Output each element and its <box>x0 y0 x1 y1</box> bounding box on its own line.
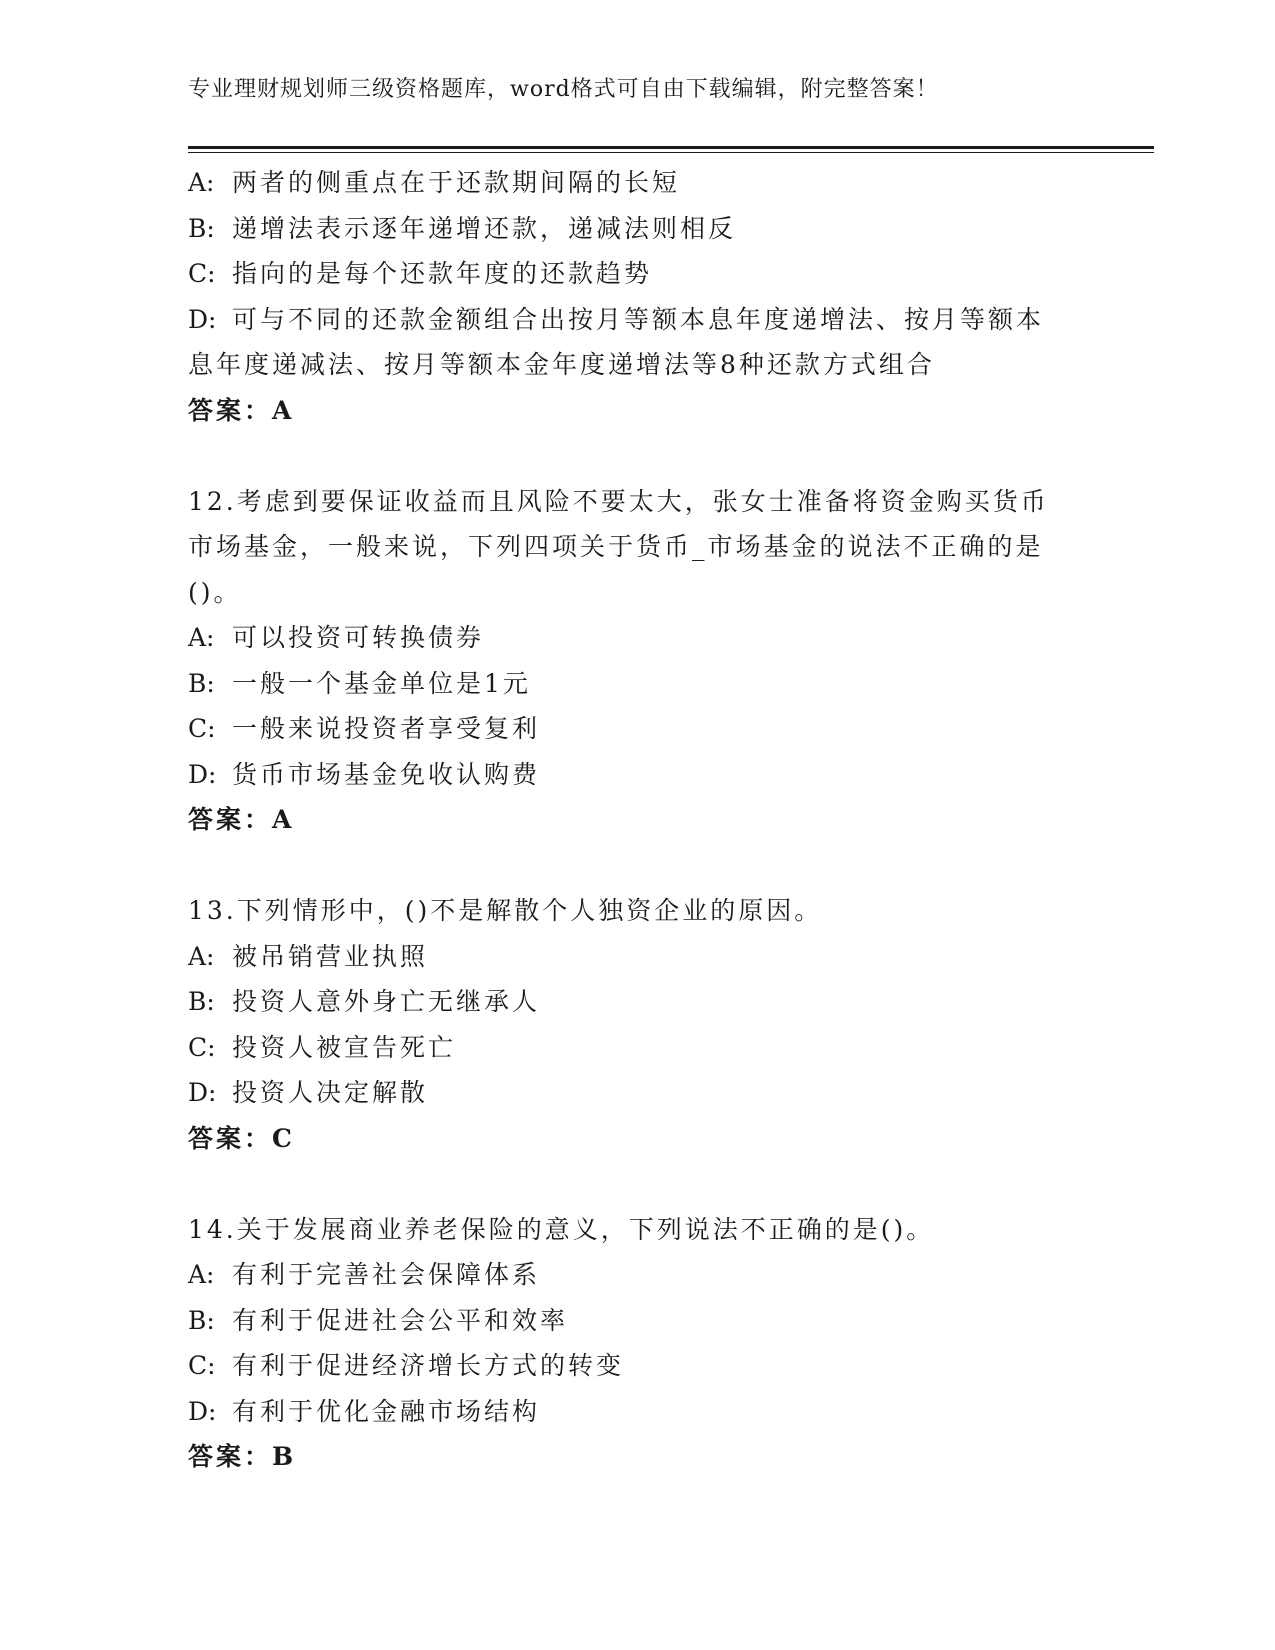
answer: 答案：B <box>188 1442 297 1471</box>
question-14 <box>188 1207 1088 1480</box>
header-rule-thick <box>188 146 1154 149</box>
option-a: A: 可以投资可转换债券 <box>188 623 485 652</box>
answer: 答案：C <box>188 1123 295 1153</box>
question-content <box>188 160 1088 1480</box>
option-d: D: 投资人决定解散 <box>188 1078 429 1107</box>
option-b: B: 一般一个基金单位是1元 <box>188 668 531 698</box>
option-a: A: 被吊销营业执照 <box>188 941 429 971</box>
option-d: D: 有利于优化金融市场结构 <box>188 1396 541 1426</box>
question-stem: 13.下列情形中，()不是解散个人独资企业的原因。 <box>188 896 823 925</box>
option-d: D: 货币市场基金免收认购费 <box>188 759 541 789</box>
page-header: 专业理财规划师三级资格题库，word格式可自由下载编辑，附完整答案！ <box>188 77 939 102</box>
option-a: A: 有利于完善社会保障体系 <box>188 1260 541 1289</box>
question-13 <box>188 888 1088 1161</box>
question-stem-continued: 市场基金，一般来说，下列四项关于货币_市场基金的说法不正确的是 <box>188 532 1044 561</box>
option-a: A: 两者的侧重点在于还款期间隔的长短 <box>188 168 681 197</box>
question-stem: 12.考虑到要保证收益而且风险不要太大，张女士准备将资金购买货币 <box>188 486 1049 516</box>
option-d: D: 可与不同的还款金额组合出按月等额本息年度递增法、按月等额本 <box>188 304 1045 334</box>
option-b: B: 投资人意外身亡无继承人 <box>188 987 541 1016</box>
option-b: B: 递增法表示逐年递增还款，递减法则相反 <box>188 213 737 243</box>
option-b: B: 有利于促进社会公平和效率 <box>188 1305 569 1335</box>
answer: 答案：A <box>188 395 295 425</box>
option-c: C: 投资人被宣告死亡 <box>188 1032 457 1062</box>
question-12 <box>188 479 1088 843</box>
option-c: C: 有利于促进经济增长方式的转变 <box>188 1351 625 1380</box>
question-11 <box>188 160 1088 433</box>
option-c: C: 一般来说投资者享受复利 <box>188 714 541 743</box>
header-rule-thin <box>188 152 1154 153</box>
question-stem: 14.关于发展商业养老保险的意义，下列说法不正确的是()。 <box>188 1214 935 1244</box>
question-stem-continued: ()。 <box>188 577 242 607</box>
answer: 答案：A <box>188 805 295 834</box>
option-c: C: 指向的是每个还款年度的还款趋势 <box>188 259 653 288</box>
option-d-continued: 息年度递减法、按月等额本金年度递增法等8种还款方式组合 <box>188 350 935 379</box>
